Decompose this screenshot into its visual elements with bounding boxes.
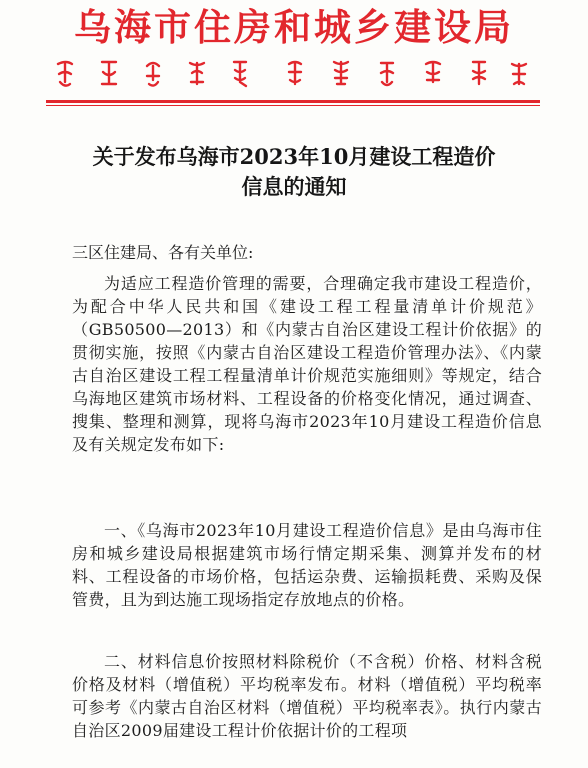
mongolian-script-logo bbox=[48, 54, 538, 90]
body-paragraph-2: 一、《乌海市2023年10月建设工程造价信息》是由乌海市住房和城乡建设局根据建筑市场行情定期采集、测算并发布的材料、工程设备的市场价格，包括运杂费、运输损耗费、采购及保管费，且为到达施工现场指定存放地点的价格。 bbox=[72, 521, 542, 609]
letterhead-org-name: 乌海市住房和城乡建设局 bbox=[74, 6, 514, 49]
document-title-line-2: 信息的通知 bbox=[241, 174, 347, 199]
salutation: 三区住建局、各有关单位: bbox=[72, 243, 254, 262]
body-paragraph-3: 二、材料信息价按照材料除税价（不含税）价格、材料含税价格及材料（增值税）平均税率发布。材料（增值税）平均税率可参考《内蒙古自治区材料（增值税）平均税率表》。执行内蒙古自治区2009届建设工程计价依据计价的工程项 bbox=[72, 652, 542, 740]
letterhead-divider-thick bbox=[46, 100, 540, 103]
document-title-line-1: 关于发布乌海市2023年10月建设工程造价 bbox=[92, 144, 496, 169]
body-paragraph-1: 为适应工程造价管理的需要，合理确定我市建设工程造价，为配合中华人民共和国《建设工程工程量清单计价规范》（GB50500—2013）和《内蒙古自治区建设工程计价依据》的贯彻实施，按照《内蒙古自治区建设工程造价管理办法》、《内蒙古自治区建设工程工程量清单计价规范实施细则》等规定，结合乌海地区建筑市场材料、工程设备的价格变化情况，通过调查、搜集、整理和测算，现将乌海市2023年10月建设工程造价信息及有关规定发布如下: bbox=[72, 274, 542, 454]
letterhead-divider-thin bbox=[46, 105, 540, 106]
